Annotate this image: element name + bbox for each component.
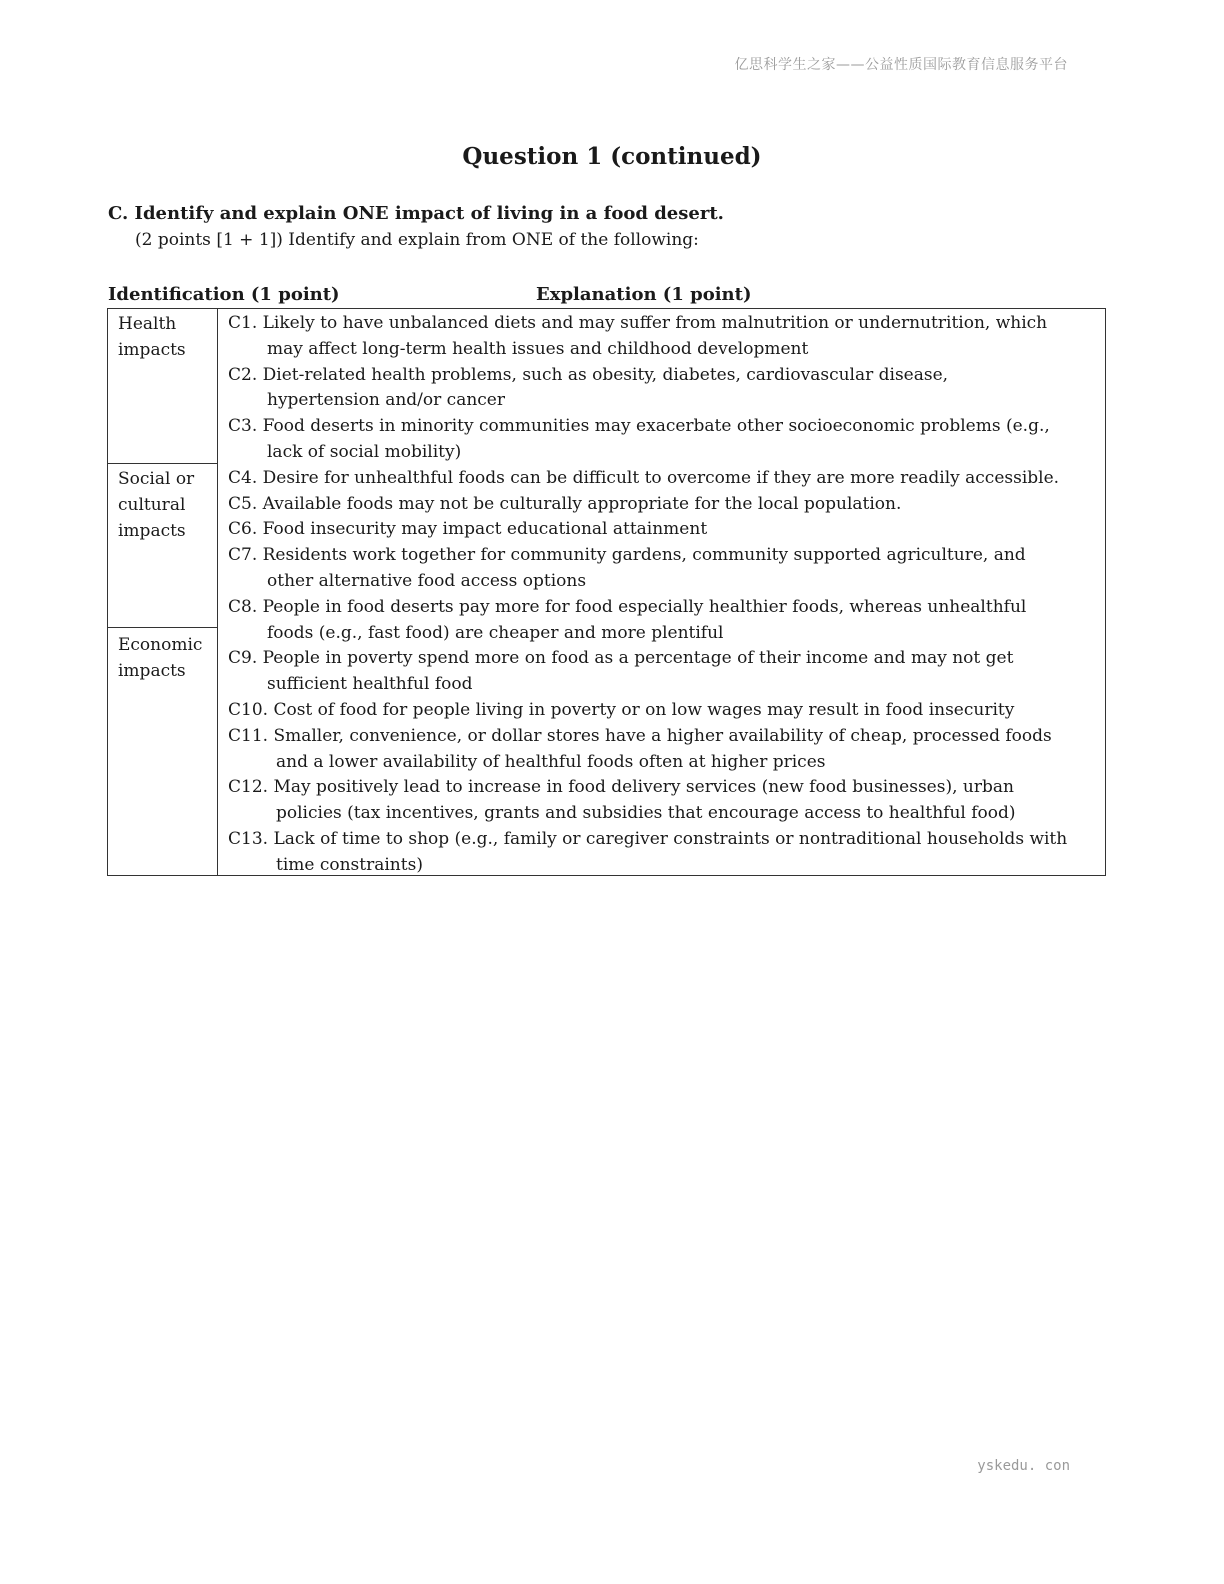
explanation-item-c11	[228, 724, 1105, 776]
explanation-line: C10. Cost of food for people living in poverty or on low wages may result in food insecurity	[228, 699, 1015, 720]
explanation-continuation: time constraints)	[276, 854, 423, 875]
identification-text: Social or	[118, 469, 195, 489]
explanation-item-c7	[228, 543, 1105, 595]
rubric-table	[107, 308, 1106, 876]
explanation-continuation: may affect long-term health issues and childhood development	[267, 338, 809, 359]
explanation-item-c12	[228, 775, 1105, 827]
explanation-line: C12. May positively lead to increase in food delivery services (new food businesses), urban	[228, 777, 1014, 798]
identification-cell-social-cultural	[108, 464, 217, 628]
explanation-line: C8. People in food deserts pay more for food especially healthier foods, whereas unhealthful	[228, 596, 1027, 617]
explanation-line: C9. People in poverty spend more on food as a percentage of their income and may not get	[228, 648, 1014, 669]
explanation-item-c13	[228, 827, 1105, 879]
page-title: Question 1 (continued)	[462, 143, 762, 170]
explanation-continuation: and a lower availability of healthful foods often at higher prices	[276, 751, 826, 772]
identification-text: Economic	[118, 635, 203, 655]
explanation-line: C1. Likely to have unbalanced diets and may suffer from malnutrition or undernutrition, which	[228, 313, 1048, 333]
explanation-line: C6. Food insecurity may impact educational attainment	[228, 519, 708, 540]
explanation-line: C4. Desire for unhealthful foods can be difficult to overcome if they are more readily accessible.	[228, 467, 1060, 488]
explanation-continuation: sufficient healthful food	[267, 674, 473, 695]
identification-text: cultural	[118, 495, 186, 515]
explanation-continuation: lack of social mobility)	[267, 441, 462, 462]
explanation-line: C3. Food deserts in minority communities may exacerbate other socioeconomic problems (e.g.,	[228, 416, 1050, 437]
explanation-item-c5	[228, 492, 1105, 518]
explanation-column	[218, 311, 1105, 879]
explanation-item-c4	[228, 466, 1105, 492]
explanation-line: C7. Residents work together for community gardens, community supported agriculture, and	[228, 545, 1026, 566]
header-watermark: 亿思科学生之家——公益性质国际教育信息服务平台	[734, 57, 1068, 73]
explanation-continuation: hypertension and/or cancer	[267, 390, 505, 411]
identification-text: Health	[118, 314, 177, 334]
explanation-line: C5. Available foods may not be culturally appropriate for the local population.	[228, 493, 902, 514]
part-c-heading: C. Identify and explain ONE impact of living in a food desert.	[108, 203, 724, 224]
explanation-item-c3	[228, 414, 1105, 466]
explanation-item-c9	[228, 646, 1105, 698]
identification-text: impacts	[118, 661, 186, 681]
explanation-line: C13. Lack of time to shop (e.g., family or caregiver constraints or nontraditional households with	[228, 828, 1068, 849]
identification-cell-health	[108, 309, 217, 464]
identification-cell-economic	[108, 628, 217, 877]
scoring-note: (2 points [1 + 1]) Identify and explain from ONE of the following:	[135, 230, 699, 250]
identification-text: impacts	[118, 340, 186, 360]
explanation-continuation: other alternative food access options	[267, 570, 587, 591]
explanation-column-header: Explanation (1 point)	[536, 284, 752, 305]
identification-text: impacts	[118, 521, 186, 541]
explanation-item-c1	[228, 311, 1105, 363]
explanation-item-c10	[228, 698, 1105, 724]
explanation-line: C2. Diet-related health problems, such as obesity, diabetes, cardiovascular disease,	[228, 364, 949, 385]
identification-column-header: Identification (1 point)	[108, 284, 340, 305]
explanation-continuation: policies (tax incentives, grants and subsidies that encourage access to healthful food)	[276, 803, 1016, 824]
footer-watermark: yskedu. con	[977, 1458, 1070, 1474]
explanation-continuation: foods (e.g., fast food) are cheaper and more plentiful	[267, 622, 724, 643]
identification-column	[108, 309, 218, 875]
explanation-item-c8	[228, 595, 1105, 647]
explanation-item-c6	[228, 517, 1105, 543]
explanation-line: C11. Smaller, convenience, or dollar stores have a higher availability of cheap, processed foods	[228, 725, 1052, 746]
explanation-item-c2	[228, 363, 1105, 415]
